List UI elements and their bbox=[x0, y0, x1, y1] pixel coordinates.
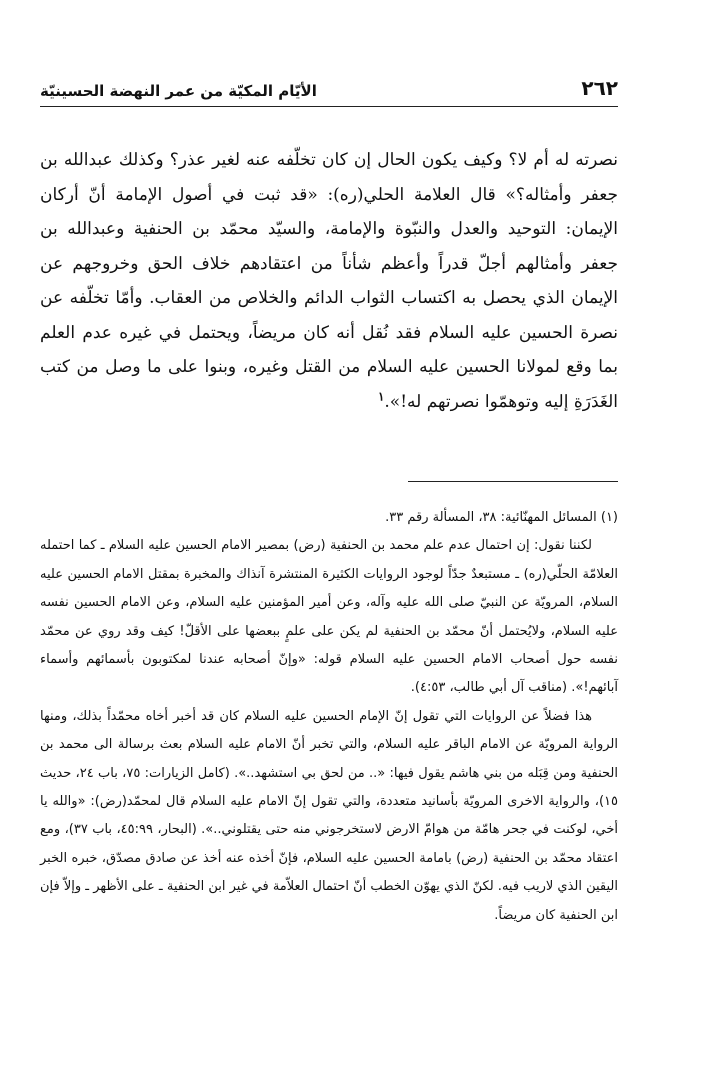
footnote-paragraph: لكننا نقول: إن احتمال عدم علم محمد بن الحنفية (رض) بمصير الامام الحسين عليه السلام ـ كما احتمله العلامّة الحلّي(ره) ـ مستبعدٌ جدّاً لوجود الروايات الكثيرة المنتشرة آنذاك والمخبرة بمقتل الامام الحسين عليه السلام، المرويّة عن النبيّ صلى الله عليه وآله، وعن أمير المؤمنين عليه السلام، وعن الامام الحسين نفسه عليه السلام، ولايُحتمل أنّ محمّد بن الحنفية لم يكن على علمٍ ببعضها على الأقلّ! كيف وقد روي عن محمّد نفسه حول أصحاب الامام الحسين عليه السلام قوله: «وإنّ أصحابه عندنا لمكتوبون بأسمائهم وأسماء آبائهم!». (مناقب آل أبي طالب، ٤:٥٣). bbox=[40, 538, 618, 696]
footnote-reference: ١ bbox=[377, 388, 385, 403]
main-paragraph-text: نصرته له أم لا؟ وكيف يكون الحال إن كان تخلّفه عنه لغير عذر؟ وكذلك عبدالله بن جعفر وأمثاله؟» قال العلامة الحلي(ره): «قد ثبت في أصول الإمامة أنّ أركان الإيمان: التوحيد والعدل والنبّوة والإمامة، والسيّد محمّد بن الحنفية وعبدالله بن جعفر وأمثالهم أجلّ قدراً وأعظم شأناً من اعتقادهم خلاف الحق وخروجهم عن الإيمان الذي يحصل به اكتساب الثواب الدائم والخلاص من العقاب. وأمّا تخلّفه عن نصرة الحسين عليه السلام فقد نُقل أنه كان مريضاً، ويحتمل في غيره عدم العلم بما وقع لمولانا الحسين عليه السلام من القتل وغيره، وبنوا على ما وصل من كتب الغَدَرَةِ إليه وتوهمّوا نصرتهم له!». bbox=[40, 150, 618, 412]
running-title: الأيّام المكيّة من عمر النهضة الحسينيّة bbox=[40, 82, 317, 100]
footnotes-section bbox=[40, 504, 618, 930]
page-header bbox=[40, 60, 618, 107]
footnote-divider bbox=[408, 481, 618, 482]
page-number: ٢٦٢ bbox=[581, 76, 618, 100]
footnote-paragraph: هذا فضلاً عن الروايات التي تقول إنّ الإمام الحسين عليه السلام كان قد أخبر أخاه محمّداً بذلك، ومنها الرواية المرويّة عن الامام الباقر عليه السلام، والتي تخبر أنّ الامام عليه السلام بعث برسالة الى محمد بن الحنفية ومن قِبَله من بني هاشم يقول فيها: «.. من لحق بي استشهد..». (كامل الزيارات: ٧٥، باب ٢٤، حديث ١٥)، والرواية الاخرى المرويّة بأسانيد متعددة، والتي تقول إنّ الامام عليه السلام قال لمحمّد(رض): «والله يا أخي، لوكنت في جحر هامّة من هوامّ الارض لاستخرجوني منه حتى يقتلوني..». (البحار، ٤٥:٩٩، باب ٣٧)، ومع اعتقاد محمّد بن الحنفية (رض) بامامة الحسين عليه السلام، فإنّ أخذه عنه أخذ عن صادق مصدّق، خبره الخبر اليقين الذي لاريب فيه. لكنّ الذي يهوّن الخطب أنّ احتمال العلاّمة في غير ابن الحنفية ـ على الأظهر ـ وإلاّ فإن ابن الحنفية كان مريضاً. bbox=[40, 708, 619, 923]
footnote-citation: (١) المسائل المهنّائية: ٣٨، المسألة رقم ٣٣. bbox=[385, 510, 618, 525]
main-paragraph bbox=[40, 143, 618, 419]
